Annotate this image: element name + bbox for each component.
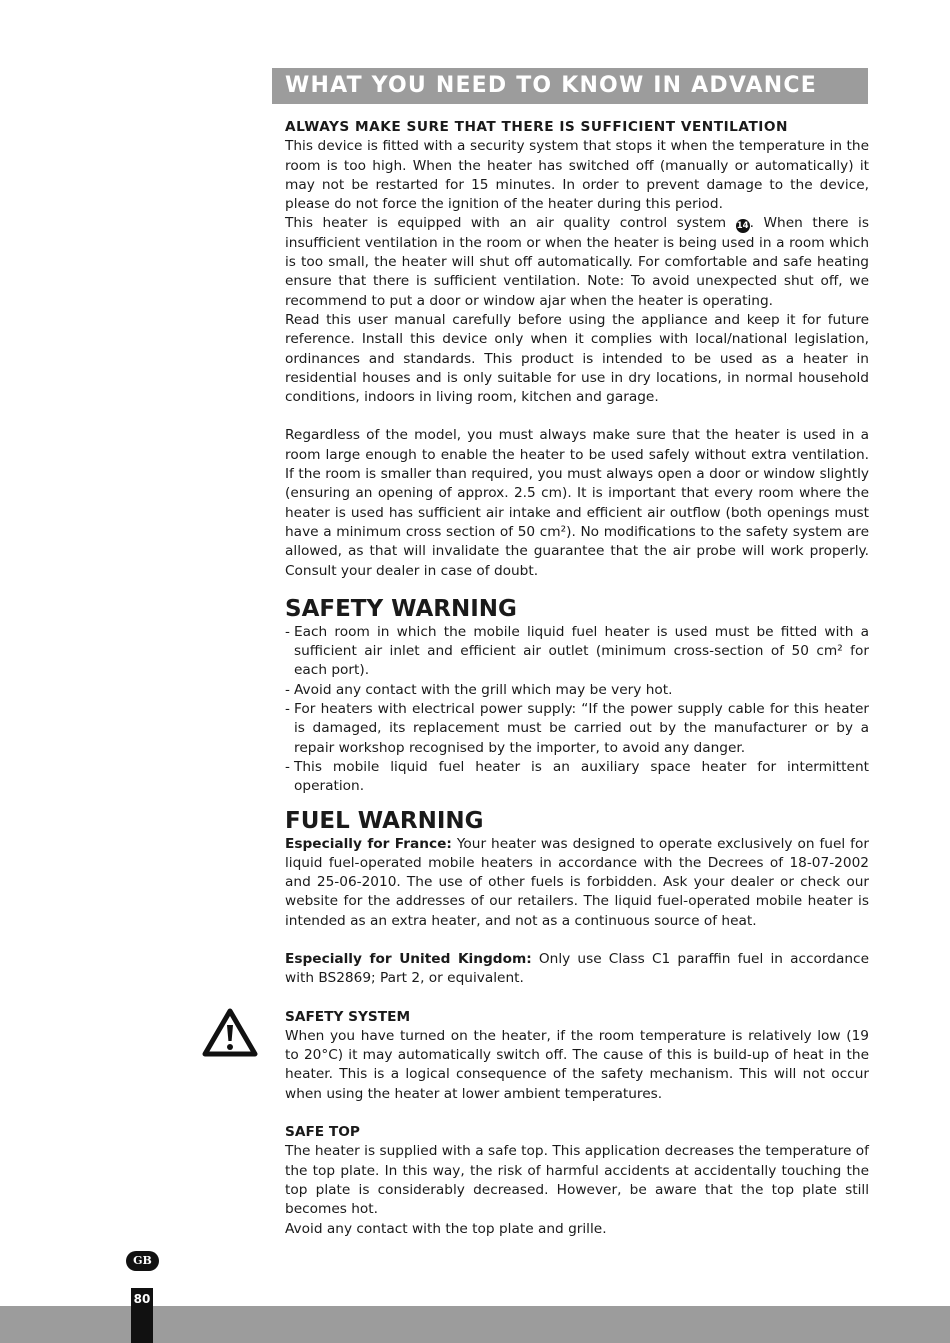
ventilation-paragraph-2-start: This heater is equipped with an air quality control system xyxy=(285,215,736,232)
fuel-uk-paragraph xyxy=(285,950,869,989)
safety-warning-list xyxy=(285,623,869,797)
safety-system-text: When you have turned on the heater, if the room temperature is relatively low (19 to 20°C) it may automatically switch off. The cause of this is build-up of heat in the heater. This is a logical consequence of the safety mechanism. This will not occur when using the heater at lower ambient temperatures. xyxy=(285,1027,869,1102)
list-item: - This mobile liquid fuel heater is an auxiliary space heater for intermittent operation. xyxy=(285,758,869,797)
fuel-france-text: Your heater was designed to operate exclusively on fuel for liquid fuel-operated mobile heaters in accordance with the Decrees of 18-07-2002 and 25-06-2010. The use of other fuels is forbidden. Ask your dealer or check our website for the addresses of our retailers. The liquid fuel-operated mobile heater is intended as an extra heater, and not as a continuous source of heat. xyxy=(285,835,869,929)
section-title: WHAT YOU NEED TO KNOW IN ADVANCE xyxy=(285,73,817,98)
fuel-uk-text: Only use Class C1 paraffin fuel in accordance with BS2869; Part 2, or equivalent. xyxy=(285,950,869,987)
safe-top-text: The heater is supplied with a safe top. This application decreases the temperature of the top plate. In this way, the risk of harmful accidents at accidentally touching the top plate is considerably decreased. However, be aware that the top plate still becomes hot. xyxy=(285,1143,869,1218)
list-item: - Each room in which the mobile liquid fuel heater is used must be fitted with a sufficient air inlet and efficient air outlet (minimum cross-section of 50 cm² for each port). xyxy=(285,623,869,681)
reference-number-14: 14 xyxy=(736,221,749,232)
section-banner xyxy=(272,68,868,104)
safe-top-text-2: Avoid any contact with the top plate and grille. xyxy=(285,1220,607,1237)
ventilation-paragraph-1: This device is fitted with a security system that stops it when the temperature in the room is too high. When the heater has switched off (manually or automatically) it may not be restarted for 15 minutes. In order to prevent damage to the device, please do not force the ignition of the heater during this period. xyxy=(285,138,869,213)
fuel-france-label: Especially for France: xyxy=(285,835,452,852)
warning-triangle-icon xyxy=(202,1008,258,1058)
ventilation-paragraph-3: Read this user manual carefully before using the appliance and keep it for future reference. Install this device only when it complies with local/national legislation, ordinances and standards. This product is intended to be used as a heater in residential houses and is only suitable for use in dry locations, in normal household conditions, indoors in living room, kitchen and garage. xyxy=(285,311,869,406)
page-number-box xyxy=(131,1288,153,1343)
language-badge: GB xyxy=(126,1251,159,1271)
fuel-france-paragraph xyxy=(285,835,869,931)
fuel-uk-label: Especially for United Kingdom: xyxy=(285,950,532,967)
ventilation-paragraph-4: Regardless of the model, you must always make sure that the heater is used in a room large enough to enable the heater to be used safely without extra ventilation. If the room is smaller than required, you must always open a door or window slightly (ensuring an opening of approx. 2.5 cm). It is important that every room where the heater is used has sufficient air intake and efficient air outflow (both openings must have a minimum cross section of 50 cm²). No modifications to the safety system are allowed, as that will invalidate the guarantee that the air probe will work properly. Consult your dealer in case of doubt. xyxy=(285,427,869,579)
safety-warning-title: SAFETY WARNING xyxy=(285,595,517,622)
fuel-warning-title: FUEL WARNING xyxy=(285,807,484,834)
list-item: - For heaters with electrical power supply: “If the power supply cable for this heater is damaged, its replacement must be carried out by the manufacturer or by a repair workshop recognised by the importer, to avoid any danger. xyxy=(285,700,869,758)
safety-system-heading: SAFETY SYSTEM xyxy=(285,1008,411,1025)
ventilation-heading: ALWAYS MAKE SURE THAT THERE IS SUFFICIENT VENTILATION xyxy=(285,119,788,135)
ventilation-paragraph-2-end: . When there is insufficient ventilation in the room or when the heater is being used in a room which is too small, the heater will shut off automatically. For comfortable and safe heating ensure that there is sufficient ventilation. Note: To avoid unexpected shut off, we recommend to put a door or window ajar when the heater is operating. xyxy=(285,215,869,309)
page-content xyxy=(285,118,869,1239)
page-number: 80 xyxy=(133,1292,151,1306)
ventilation-paragraph-2 xyxy=(285,214,869,310)
list-item: - Avoid any contact with the grill which may be very hot. xyxy=(285,681,869,700)
safe-top-heading: SAFE TOP xyxy=(285,1124,360,1141)
